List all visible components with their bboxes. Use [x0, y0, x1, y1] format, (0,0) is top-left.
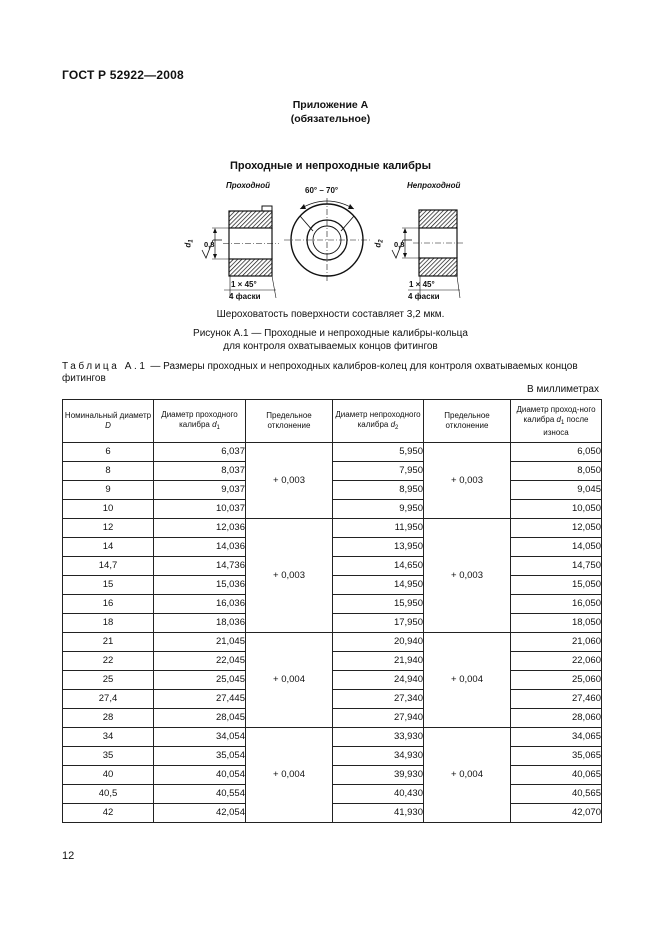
roughness-mark-go: 0,8	[204, 240, 215, 249]
header-go-diameter-text: Диаметр проходного калибра	[161, 409, 238, 429]
table-caption	[62, 361, 602, 385]
table-row	[63, 557, 602, 576]
cell-go-diameter: 28,045	[154, 709, 246, 728]
cell-worn-diameter: 42,070	[511, 804, 602, 823]
cell-deviation-1: + 0,003	[246, 519, 333, 633]
header-worn-suffix: после износа	[543, 414, 589, 437]
label-go-gauge: Проходной	[226, 181, 271, 190]
table-row	[63, 766, 602, 785]
header-go-diameter	[154, 400, 246, 443]
table-row	[63, 481, 602, 500]
cell-worn-diameter: 12,050	[511, 519, 602, 538]
cell-nogo-diameter: 14,950	[333, 576, 424, 595]
chamfer-count-nogo: 4 фаски	[408, 292, 440, 301]
header-nominal	[63, 400, 154, 443]
cell-nogo-diameter: 34,930	[333, 747, 424, 766]
gauge-drawing	[0, 0, 661, 320]
cell-nominal: 10	[63, 500, 154, 519]
header-nogo-sub: 2	[395, 424, 399, 431]
table-row	[63, 709, 602, 728]
cell-nominal: 9	[63, 481, 154, 500]
header-nogo-symbol: d	[390, 419, 396, 429]
cell-nominal: 14,7	[63, 557, 154, 576]
header-worn-symbol: d	[556, 414, 561, 424]
cell-worn-diameter: 16,050	[511, 595, 602, 614]
cell-nogo-diameter: 24,940	[333, 671, 424, 690]
cell-worn-diameter: 15,050	[511, 576, 602, 595]
chamfer-count-go: 4 фаски	[229, 292, 261, 301]
cell-nogo-diameter: 17,950	[333, 614, 424, 633]
figure-caption-line1: Рисунок А.1 — Проходные и непроходные калибры-кольца	[193, 328, 468, 339]
header-nominal-symbol: D	[105, 421, 111, 430]
cell-nogo-diameter: 33,930	[333, 728, 424, 747]
cell-nogo-diameter: 13,950	[333, 538, 424, 557]
cell-nogo-diameter: 7,950	[333, 462, 424, 481]
table-caption-text: — Размеры проходных и непроходных калибров-колец для контроля охватываемых концов фитингов	[62, 361, 578, 384]
cell-nominal: 28	[63, 709, 154, 728]
dim-d1-label	[184, 239, 195, 247]
cell-nogo-diameter: 11,950	[333, 519, 424, 538]
cell-nogo-diameter: 15,950	[333, 595, 424, 614]
cell-nogo-diameter: 20,940	[333, 633, 424, 652]
table-row	[63, 500, 602, 519]
header-nogo-diameter-text: Диаметр непроходного калибра	[335, 409, 421, 429]
ring-front-view	[284, 198, 370, 282]
cell-go-diameter: 22,045	[154, 652, 246, 671]
cell-nominal: 40,5	[63, 785, 154, 804]
cell-go-diameter: 42,054	[154, 804, 246, 823]
dim-d2-sub: 2	[378, 239, 385, 243]
cell-deviation-2: + 0,003	[424, 443, 511, 519]
cell-worn-diameter: 18,050	[511, 614, 602, 633]
cell-go-diameter: 34,054	[154, 728, 246, 747]
dim-d2-symbol: d	[373, 242, 383, 248]
cell-deviation-1: + 0,004	[246, 728, 333, 823]
table-row	[63, 728, 602, 747]
table-row	[63, 595, 602, 614]
dim-d1-sub: 1	[188, 239, 195, 243]
cell-worn-diameter: 27,460	[511, 690, 602, 709]
header-go-sub: 1	[216, 424, 220, 431]
cell-nominal: 8	[63, 462, 154, 481]
page-number: 12	[62, 850, 75, 862]
cell-nogo-diameter: 39,930	[333, 766, 424, 785]
dim-d1-symbol: d	[183, 242, 193, 248]
cell-nominal: 18	[63, 614, 154, 633]
cell-nogo-diameter: 9,950	[333, 500, 424, 519]
table-row	[63, 652, 602, 671]
cell-nogo-diameter: 14,650	[333, 557, 424, 576]
cell-worn-diameter: 14,050	[511, 538, 602, 557]
cell-nominal: 15	[63, 576, 154, 595]
cell-worn-diameter: 6,050	[511, 443, 602, 462]
cell-nominal: 12	[63, 519, 154, 538]
table-row	[63, 443, 602, 462]
header-nominal-text: Номинальный диаметр	[64, 411, 152, 420]
table-row	[63, 690, 602, 709]
cell-worn-diameter: 40,065	[511, 766, 602, 785]
cell-nogo-diameter: 40,430	[333, 785, 424, 804]
cell-worn-diameter: 28,060	[511, 709, 602, 728]
cell-nominal: 16	[63, 595, 154, 614]
cell-nogo-diameter: 41,930	[333, 804, 424, 823]
appendix-title: Приложение А	[292, 99, 369, 111]
cell-go-diameter: 35,054	[154, 747, 246, 766]
cell-worn-diameter: 10,050	[511, 500, 602, 519]
cell-nominal: 14	[63, 538, 154, 557]
document-code: ГОСТ Р 52922—2008	[62, 68, 184, 82]
cell-nominal: 42	[63, 804, 154, 823]
cell-nogo-diameter: 27,940	[333, 709, 424, 728]
cell-go-diameter: 8,037	[154, 462, 246, 481]
figure-caption-line2: для контроля охватываемых концов фитингов	[223, 341, 438, 352]
header-worn-sub: 1	[560, 419, 565, 426]
header-deviation-1: Предельное отклонение	[246, 400, 333, 443]
cell-go-diameter: 9,037	[154, 481, 246, 500]
table-row	[63, 576, 602, 595]
figure-caption	[0, 327, 661, 353]
table-body	[63, 443, 602, 823]
cell-worn-diameter: 9,045	[511, 481, 602, 500]
cell-go-diameter: 15,036	[154, 576, 246, 595]
table-caption-number: Таблица А.1	[62, 361, 148, 372]
cell-worn-diameter: 21,060	[511, 633, 602, 652]
cell-go-diameter: 21,045	[154, 633, 246, 652]
figure-title: Проходные и непроходные калибры	[230, 160, 431, 172]
table-row	[63, 785, 602, 804]
cell-nominal: 21	[63, 633, 154, 652]
cell-deviation-2: + 0,004	[424, 728, 511, 823]
cell-nominal: 35	[63, 747, 154, 766]
cell-go-diameter: 10,037	[154, 500, 246, 519]
cell-nogo-diameter: 5,950	[333, 443, 424, 462]
header-go-symbol: d	[212, 419, 217, 429]
cell-nogo-diameter: 21,940	[333, 652, 424, 671]
table-row	[63, 804, 602, 823]
chamfer-nogo: 1 × 45°	[409, 280, 435, 289]
cell-worn-diameter: 34,065	[511, 728, 602, 747]
angle-label: 60° – 70°	[305, 186, 339, 195]
cell-nominal: 6	[63, 443, 154, 462]
cell-worn-diameter: 25,060	[511, 671, 602, 690]
table-row	[63, 519, 602, 538]
table-header-row	[63, 400, 602, 443]
table-row	[63, 462, 602, 481]
header-nogo-diameter	[333, 400, 424, 443]
roughness-note: Шероховатость поверхности составляет 3,2 мкм.	[216, 309, 445, 320]
header-worn-text: Диаметр проход-ного калибра	[516, 404, 596, 424]
table-row	[63, 747, 602, 766]
cell-go-diameter: 14,036	[154, 538, 246, 557]
cell-go-diameter: 18,036	[154, 614, 246, 633]
cell-nominal: 22	[63, 652, 154, 671]
cell-go-diameter: 25,045	[154, 671, 246, 690]
cell-worn-diameter: 40,565	[511, 785, 602, 804]
cell-nominal: 34	[63, 728, 154, 747]
cell-worn-diameter: 22,060	[511, 652, 602, 671]
header-worn-diameter	[511, 400, 602, 443]
cell-go-diameter: 27,445	[154, 690, 246, 709]
cell-deviation-2: + 0,004	[424, 633, 511, 728]
cell-nominal: 40	[63, 766, 154, 785]
cell-nominal: 27,4	[63, 690, 154, 709]
units-note: В миллиметрах	[527, 384, 599, 395]
cell-nogo-diameter: 27,340	[333, 690, 424, 709]
roughness-mark-nogo: 0,8	[394, 240, 405, 249]
appendix-subtitle: (обязательное)	[290, 113, 371, 125]
header-deviation-2: Предельное отклонение	[424, 400, 511, 443]
chamfer-go: 1 × 45°	[231, 280, 257, 289]
cell-nominal: 25	[63, 671, 154, 690]
cell-go-diameter: 6,037	[154, 443, 246, 462]
table-row	[63, 614, 602, 633]
cell-worn-diameter: 14,750	[511, 557, 602, 576]
cell-go-diameter: 40,554	[154, 785, 246, 804]
table-row	[63, 671, 602, 690]
cell-deviation-1: + 0,003	[246, 443, 333, 519]
label-nogo-gauge: Непроходной	[407, 181, 461, 190]
cell-worn-diameter: 35,065	[511, 747, 602, 766]
cell-go-diameter: 16,036	[154, 595, 246, 614]
table-row	[63, 633, 602, 652]
cell-worn-diameter: 8,050	[511, 462, 602, 481]
cell-deviation-1: + 0,004	[246, 633, 333, 728]
cell-go-diameter: 12,036	[154, 519, 246, 538]
dimensions-table	[62, 399, 602, 823]
dim-d2-label	[374, 239, 385, 247]
cell-go-diameter: 14,736	[154, 557, 246, 576]
cell-deviation-2: + 0,003	[424, 519, 511, 633]
cell-go-diameter: 40,054	[154, 766, 246, 785]
table-row	[63, 538, 602, 557]
cell-nogo-diameter: 8,950	[333, 481, 424, 500]
